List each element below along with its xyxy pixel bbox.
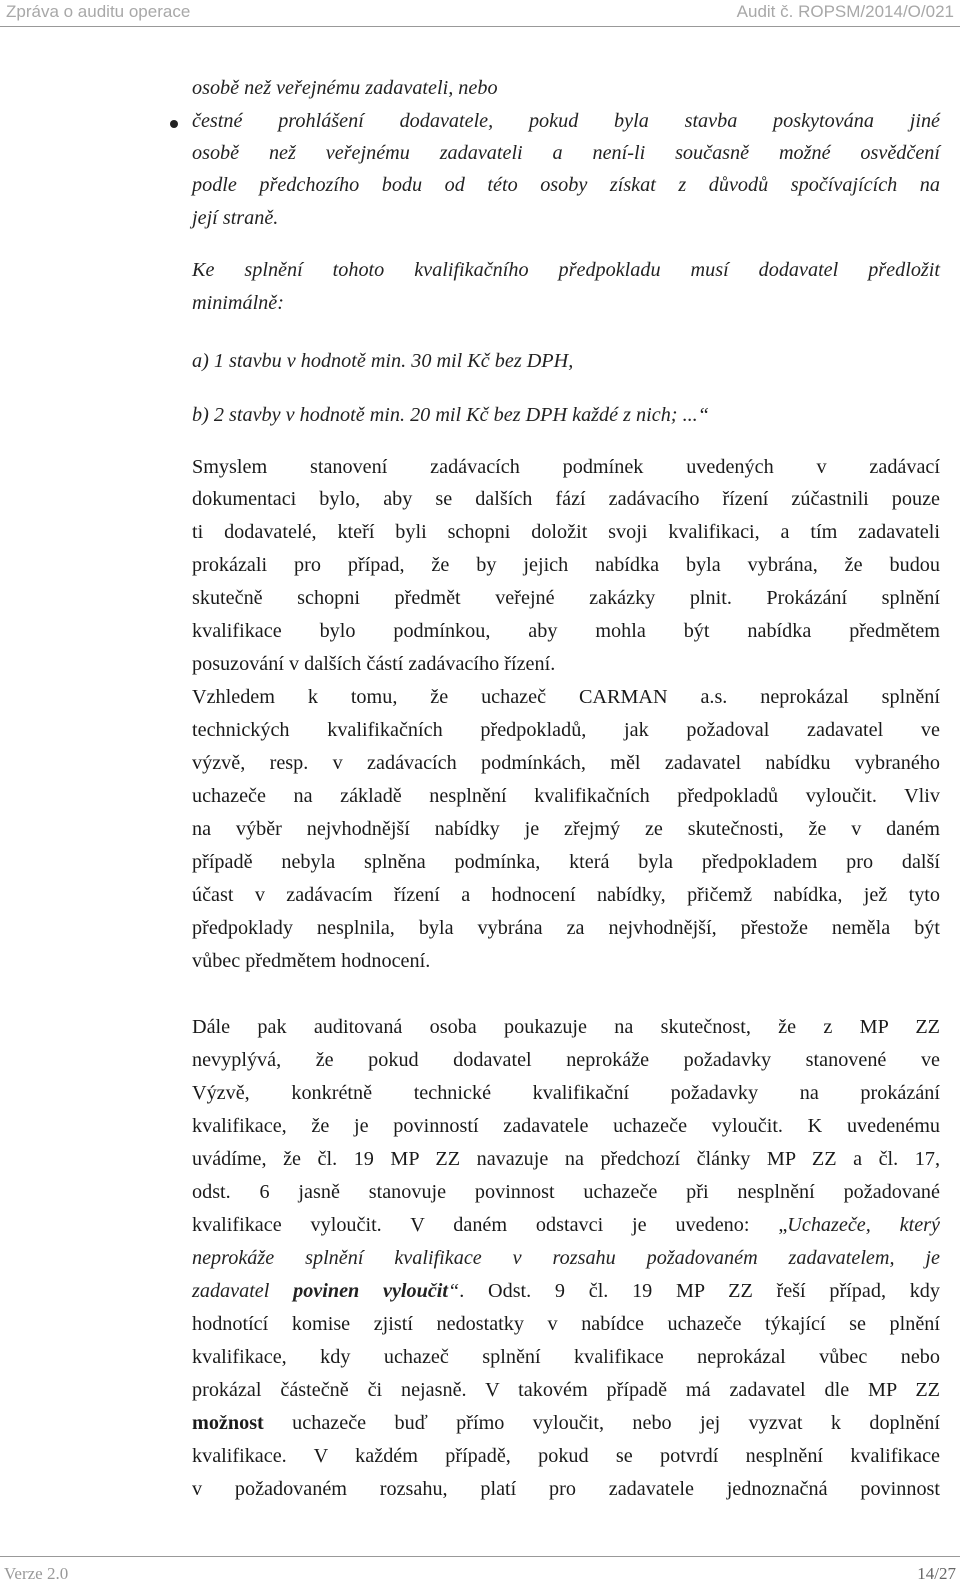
quote-run: Uchazeče, který (787, 1214, 941, 1236)
version-label: Verze 2.0 (4, 1564, 69, 1583)
paragraph-line (192, 1409, 940, 1437)
paragraph-line: předpoklady nesplnila, byla vybrána za nejvhodnější, přestože neměla být (192, 917, 940, 939)
emphasis-run: povinen vyloučit (293, 1280, 449, 1302)
bullet-icon (170, 120, 178, 128)
paragraph-line: prokázal částečně či nejasně. V takovém případě má zadavatel dle MP ZZ (192, 1379, 940, 1401)
text-run: kvalifikace vyloučit. V daném odstavci je uvedeno: „ (192, 1214, 788, 1236)
page-number: 14/27 (917, 1564, 956, 1583)
paragraph-line: technických kvalifikačních předpokladů, jak požadoval zadavatel ve (192, 719, 940, 741)
paragraph-line: případě nebyla splněna podmínka, která byla předpokladem pro další (192, 851, 940, 873)
criteria-line: Ke splnění tohoto kvalifikačního předpokladu musí dodavatel předložit (192, 259, 940, 281)
paragraph-line: výzvě, resp. v zadávacích podmínkách, měl zadavatel nabídku vybraného (192, 752, 940, 774)
paragraph-line: skutečně schopni předmět veřejné zakázky plnit. Prokázání splnění (192, 587, 940, 609)
paragraph-line: kvalifikace. V každém případě, pokud se potvrdí nesplnění kvalifikace (192, 1445, 940, 1467)
page-footer (0, 1556, 960, 1590)
paragraph-line: kvalifikace, kdy uchazeč splnění kvalifikace neprokázal vůbec nebo (192, 1346, 940, 1368)
text-run: uchazeče buď přímo vyloučit, nebo jej vyzvat k doplnění (263, 1412, 940, 1434)
paragraph-line: Smyslem stanovení zadávacích podmínek uvedených v zadávací (192, 456, 940, 478)
paragraph-line: dokumentaci bylo, aby se dalších fází zadávacího řízení zúčastnili pouze (192, 488, 940, 510)
audit-reference: Audit č. ROPSM/2014/O/021 (736, 2, 954, 21)
paragraph-line: kvalifikace, že je povinností zadavatele uchazeče vyloučit. K uvedenému (192, 1115, 940, 1137)
emphasis-run: možnost (192, 1412, 264, 1434)
paragraph-line (192, 1277, 940, 1305)
page-header (0, 0, 960, 27)
criteria-line: čestné prohlášení dodavatele, pokud byla stavba poskytována jiné (192, 110, 940, 132)
paragraph-line: Dále pak auditovaná osoba poukazuje na skutečnost, že z MP ZZ (192, 1016, 940, 1038)
criteria-line: podle předchozího bodu od této osoby získat z důvodů spočívajících na (192, 174, 940, 196)
paragraph-line: na výběr nejvhodnější nabídky je zřejmý ze skutečnosti, že v daném (192, 818, 940, 840)
paragraph-line: prokázali pro případ, že by jejich nabídka byla vybrána, že budou (192, 554, 940, 576)
criteria-line: její straně. (192, 207, 279, 229)
paragraph-line: Výzvě, konkrétně technické kvalifikační požadavky na prokázání (192, 1082, 940, 1104)
text-run: . Odst. 9 čl. 19 MP ZZ řeší případ, kdy (459, 1280, 940, 1302)
paragraph-line: ti dodavatelé, kteří byli schopni doložit svoji kvalifikaci, a tím zadavateli (192, 521, 940, 543)
paragraph-line: uvádíme, že čl. 19 MP ZZ navazuje na předchozí články MP ZZ a čl. 17, (192, 1148, 940, 1170)
criteria-item-a: a) 1 stavbu v hodnotě min. 30 mil Kč bez DPH, (192, 350, 574, 372)
paragraph-line: odst. 6 jasně stanovuje povinnost uchazeče při nesplnění požadované (192, 1181, 940, 1203)
report-title: Zpráva o auditu operace (6, 2, 191, 21)
paragraph-line: posuzování v dalších částí zadávacího řízení. (192, 653, 556, 675)
quote-run: zadavatel (192, 1280, 294, 1302)
paragraph-line: uchazeče na základě nesplnění kvalifikačních předpokladů vyloučit. Vliv (192, 785, 940, 807)
paragraph-line: hodnotící komise zjistí nedostatky v nabídce uchazeče týkající se plnění (192, 1313, 940, 1335)
paragraph-line: v požadovaném rozsahu, platí pro zadavatele jednoznačná povinnost (192, 1478, 940, 1500)
paragraph-line: nevyplývá, že pokud dodavatel neprokáže požadavky stanovené ve (192, 1049, 940, 1071)
criteria-line: osobě než veřejnému zadavateli, nebo (192, 77, 498, 99)
paragraph-line: kvalifikace bylo podmínkou, aby mohla být nabídka předmětem (192, 620, 940, 642)
criteria-line: minimálně: (192, 292, 284, 314)
paragraph-line: vůbec předmětem hodnocení. (192, 950, 431, 972)
paragraph-line: Vzhledem k tomu, že uchazeč CARMAN a.s. neprokázal splnění (192, 686, 940, 708)
quote-line: neprokáže splnění kvalifikace v rozsahu požadovaném zadavatelem, je (192, 1247, 940, 1269)
paragraph-line (192, 1211, 940, 1239)
quote-run: “ (448, 1280, 460, 1302)
criteria-line: osobě než veřejnému zadavateli a není-li současně možné osvědčení (192, 142, 940, 164)
criteria-item-b: b) 2 stavby v hodnotě min. 20 mil Kč bez DPH každé z nich; ...“ (192, 404, 709, 426)
paragraph-line: účast v zadávacím řízení a hodnocení nabídky, přičemž nabídka, jež tyto (192, 884, 940, 906)
